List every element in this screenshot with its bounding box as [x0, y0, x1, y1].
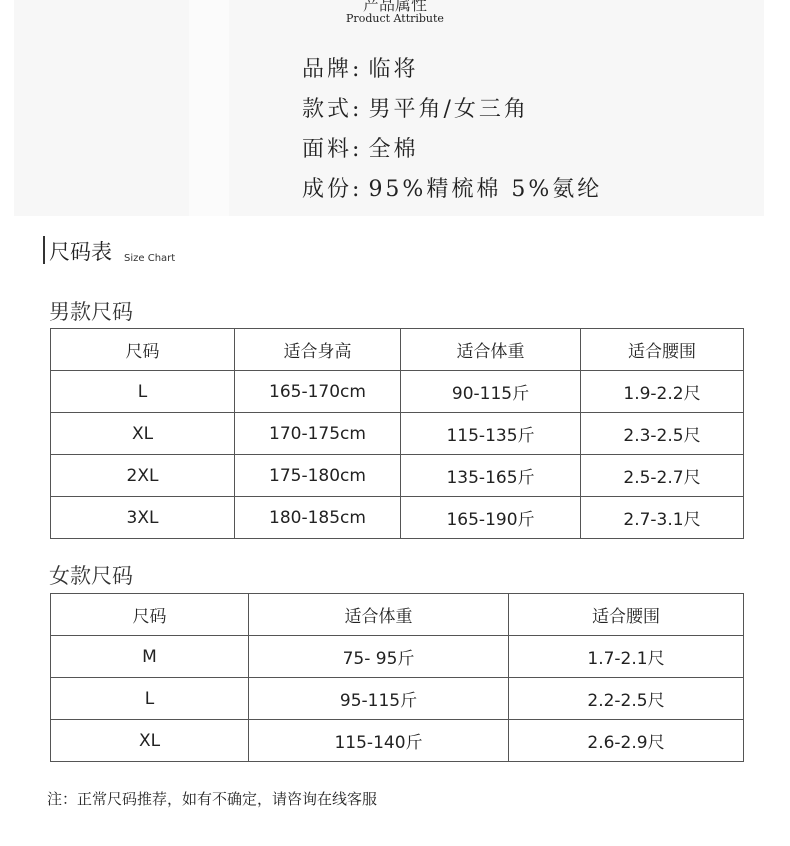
table-cell: 2.7-3.1尺	[581, 497, 744, 539]
table-header-row	[51, 594, 744, 636]
table-cell: 170-175cm	[235, 413, 401, 455]
table-cell: 135-165斤	[401, 455, 581, 497]
column-header: 尺码	[51, 329, 235, 371]
attribute-row-fabric	[302, 134, 602, 174]
table-cell: L	[51, 678, 249, 720]
attribute-value: 全棉	[368, 137, 419, 162]
table-cell: 75- 95斤	[249, 636, 509, 678]
column-header: 适合体重	[249, 594, 509, 636]
column-header: 适合身高	[235, 329, 401, 371]
attribute-list	[302, 54, 602, 214]
attribute-label: 成份	[302, 177, 353, 202]
attribute-heading-cn	[0, 0, 790, 2]
size-chart-title-cn: 尺码表	[49, 240, 112, 264]
table-row	[51, 497, 744, 539]
table-cell: 90-115斤	[401, 371, 581, 413]
table-cell: XL	[51, 720, 249, 762]
men-size-title: 男款尺码	[49, 300, 133, 324]
men-size-table	[50, 328, 744, 539]
table-cell: 115-135斤	[401, 413, 581, 455]
table-cell: 1.7-2.1尺	[509, 636, 744, 678]
attribute-row-brand	[302, 54, 602, 94]
attribute-separator: :	[352, 137, 363, 162]
table-cell: XL	[51, 413, 235, 455]
table-row	[51, 636, 744, 678]
table-cell: L	[51, 371, 235, 413]
table-cell: M	[51, 636, 249, 678]
table-cell: 3XL	[51, 497, 235, 539]
table-cell: 2.5-2.7尺	[581, 455, 744, 497]
attribute-separator: :	[352, 57, 363, 82]
attribute-label: 款式	[302, 97, 353, 122]
table-row	[51, 720, 744, 762]
attribute-heading-en: Product Attribute	[346, 12, 444, 25]
attribute-row-style	[302, 94, 602, 134]
table-row	[51, 413, 744, 455]
table-row	[51, 371, 744, 413]
table-row	[51, 678, 744, 720]
column-header: 适合体重	[401, 329, 581, 371]
table-row	[51, 455, 744, 497]
attribute-value: 临将	[368, 57, 419, 82]
table-cell: 2XL	[51, 455, 235, 497]
table-cell: 180-185cm	[235, 497, 401, 539]
attribute-value: 95%精梳棉 5%氨纶	[368, 177, 603, 202]
women-size-table	[50, 593, 744, 762]
table-cell: 165-190斤	[401, 497, 581, 539]
table-header-row	[51, 329, 744, 371]
table-cell: 175-180cm	[235, 455, 401, 497]
size-chart-title	[43, 236, 175, 264]
attribute-separator: :	[352, 177, 363, 202]
table-cell: 165-170cm	[235, 371, 401, 413]
table-cell: 2.6-2.9尺	[509, 720, 744, 762]
women-size-title: 女款尺码	[49, 564, 133, 588]
attribute-value: 男平角/女三角	[368, 97, 529, 122]
size-note: 注：正常尺码推荐，如有不确定，请咨询在线客服	[47, 790, 378, 808]
attribute-label: 面料	[302, 137, 353, 162]
size-chart-title-en: Size Chart	[124, 252, 176, 264]
table-cell: 1.9-2.2尺	[581, 371, 744, 413]
table-cell: 115-140斤	[249, 720, 509, 762]
attribute-label: 品牌	[302, 57, 353, 82]
table-cell: 2.3-2.5尺	[581, 413, 744, 455]
column-header: 适合腰围	[581, 329, 744, 371]
attribute-row-composition	[302, 174, 602, 214]
table-cell: 2.2-2.5尺	[509, 678, 744, 720]
column-header: 适合腰围	[509, 594, 744, 636]
table-cell: 95-115斤	[249, 678, 509, 720]
attribute-separator: :	[352, 97, 363, 122]
column-header: 尺码	[51, 594, 249, 636]
